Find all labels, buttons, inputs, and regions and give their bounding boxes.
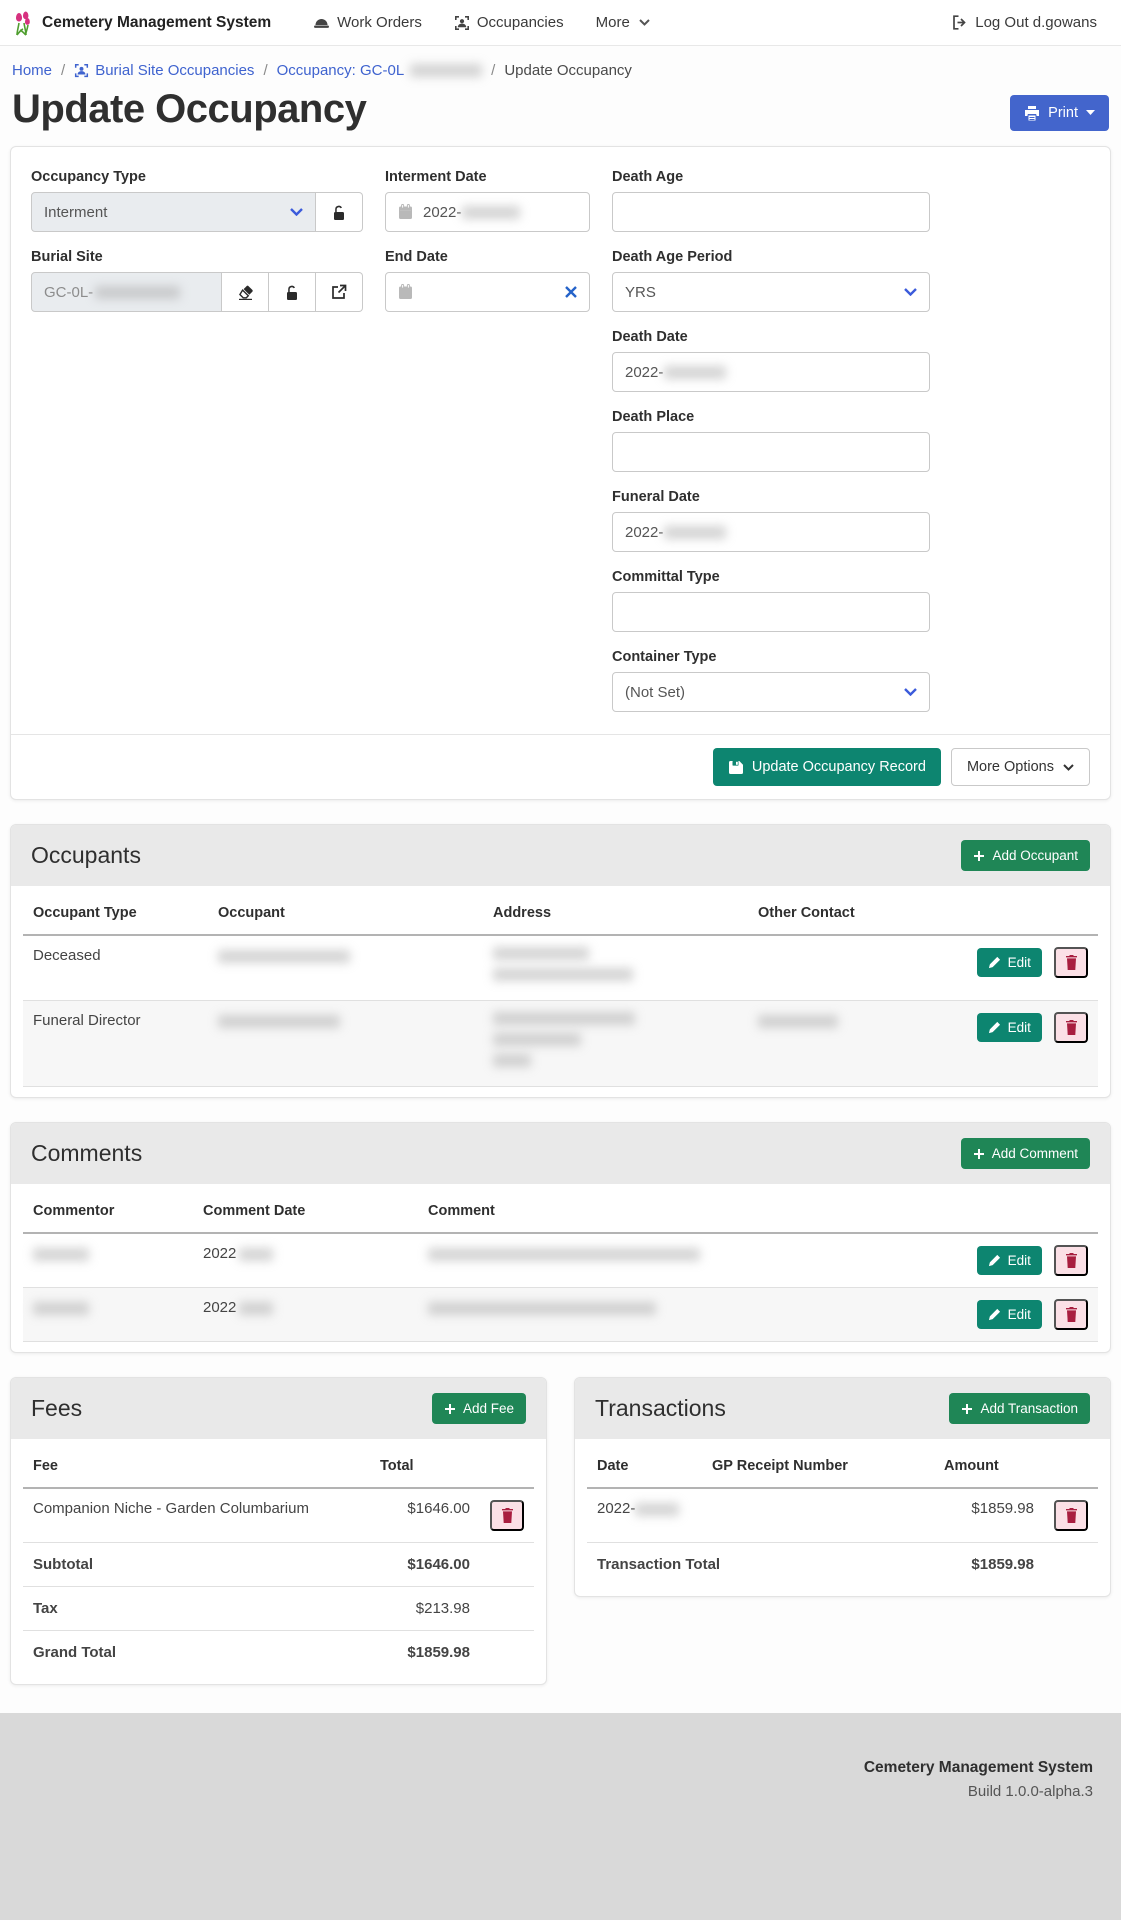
redacted-text <box>95 286 180 299</box>
burial-site-input <box>31 272 222 312</box>
container-type-label: Container Type <box>612 649 930 665</box>
comment-cell <box>418 1288 967 1342</box>
add-occupant-button[interactable] <box>961 840 1090 871</box>
edit-label: Edit <box>1008 1307 1031 1322</box>
container-type-value: (Not Set) <box>625 684 685 701</box>
transaction-receipt-cell <box>702 1488 934 1543</box>
tax-value: $213.98 <box>370 1587 480 1631</box>
redacted-text <box>664 526 726 539</box>
interment-date-input[interactable] <box>385 192 590 232</box>
col-occupant: Occupant <box>208 892 483 935</box>
eraser-icon <box>237 285 254 300</box>
occupant-name-cell <box>208 935 483 1001</box>
plus-icon <box>961 1403 973 1415</box>
person-badge-icon <box>454 15 470 31</box>
transaction-date-cell: 2022- <box>587 1488 702 1543</box>
edit-occupant-button[interactable] <box>977 948 1042 977</box>
occupant-row <box>23 1001 1098 1087</box>
col-commentor: Commentor <box>23 1190 193 1233</box>
chevron-down-icon <box>639 19 650 26</box>
comment-row <box>23 1288 1098 1342</box>
col-total: Total <box>370 1445 480 1488</box>
burial-site-unlock-button[interactable] <box>269 272 316 312</box>
transaction-total-label: Transaction Total <box>587 1543 934 1587</box>
transactions-title: Transactions <box>595 1395 726 1422</box>
occupant-address-cell <box>483 935 748 1001</box>
print-button[interactable] <box>1010 95 1109 131</box>
trash-icon <box>1065 1253 1078 1268</box>
person-badge-icon <box>74 63 89 78</box>
fee-name-cell: Companion Niche - Garden Columbarium <box>23 1488 370 1543</box>
transaction-amount-cell: $1859.98 <box>934 1488 1044 1543</box>
delete-occupant-button[interactable] <box>1054 1012 1088 1043</box>
committal-type-input[interactable] <box>612 592 930 632</box>
fee-row <box>23 1488 534 1543</box>
breadcrumb-burial-site-occupancies[interactable]: Burial Site Occupancies <box>74 62 254 79</box>
chevron-down-icon <box>1063 764 1074 771</box>
update-occupancy-record-label: Update Occupancy Record <box>752 759 926 775</box>
burial-site-open-link-button[interactable] <box>316 272 363 312</box>
fees-grand-total-row <box>23 1631 534 1675</box>
death-age-label: Death Age <box>612 169 930 185</box>
end-date-label: End Date <box>385 249 590 265</box>
col-date: Date <box>587 1445 702 1488</box>
add-transaction-button[interactable] <box>949 1393 1090 1424</box>
calendar-icon <box>398 204 413 220</box>
add-occupant-label: Add Occupant <box>992 848 1078 863</box>
update-occupancy-record-button[interactable] <box>713 748 941 786</box>
occupant-row <box>23 935 1098 1001</box>
death-age-period-label: Death Age Period <box>612 249 930 265</box>
death-place-label: Death Place <box>612 409 930 425</box>
redacted-text <box>410 64 482 77</box>
col-amount: Amount <box>934 1445 1044 1488</box>
trash-icon <box>1065 955 1078 970</box>
burial-site-clear-button[interactable] <box>222 272 269 312</box>
breadcrumb-separator: / <box>61 62 65 79</box>
burial-site-value: GC-0L- <box>44 284 93 301</box>
death-place-input[interactable] <box>612 432 930 472</box>
nav-label: Work Orders <box>337 14 422 31</box>
chevron-down-icon <box>904 288 917 296</box>
edit-label: Edit <box>1008 1253 1031 1268</box>
occupancy-type-label: Occupancy Type <box>31 169 363 185</box>
death-date-input[interactable] <box>612 352 930 392</box>
fees-table <box>23 1445 534 1674</box>
pencil-icon <box>988 956 1001 969</box>
plus-icon <box>973 850 985 862</box>
occupancy-type-select[interactable] <box>31 192 316 232</box>
commentor-cell <box>23 1233 193 1288</box>
fees-title: Fees <box>31 1395 82 1422</box>
unlock-icon <box>331 204 347 221</box>
occupant-type-cell: Deceased <box>23 935 208 1001</box>
more-options-button[interactable] <box>951 748 1090 786</box>
app-brand[interactable] <box>12 10 271 36</box>
footer-build-version: Build 1.0.0-alpha.3 <box>28 1783 1093 1800</box>
occupant-type-cell: Funeral Director <box>23 1001 208 1087</box>
death-age-input[interactable] <box>612 192 930 232</box>
tulips-logo-icon <box>12 10 34 36</box>
nav-label: Occupancies <box>477 14 564 31</box>
comment-date-cell: 2022 <box>193 1233 418 1288</box>
footer-app-name: Cemetery Management System <box>28 1759 1093 1777</box>
subtotal-label: Subtotal <box>23 1543 370 1587</box>
form-col-3 <box>612 169 930 716</box>
redacted-text <box>664 366 726 379</box>
pencil-icon <box>988 1021 1001 1034</box>
add-comment-label: Add Comment <box>992 1146 1078 1161</box>
page-footer <box>0 1713 1121 1920</box>
occupant-contact-cell <box>748 1001 967 1087</box>
page-title: Update Occupancy <box>12 87 366 132</box>
add-fee-label: Add Fee <box>463 1401 514 1416</box>
edit-comment-button[interactable] <box>977 1300 1042 1329</box>
comments-card <box>10 1122 1111 1353</box>
save-icon <box>728 760 743 775</box>
redacted-text <box>462 206 520 219</box>
occupancy-type-value: Interment <box>44 204 107 221</box>
occupants-card <box>10 824 1111 1098</box>
nav-item-occupancies[interactable] <box>442 6 576 39</box>
plus-icon <box>973 1148 985 1160</box>
nav-item-more[interactable] <box>584 6 662 39</box>
transaction-row <box>587 1488 1098 1543</box>
occupancy-type-unlock-button[interactable] <box>316 192 363 232</box>
breadcrumb-current: Update Occupancy <box>504 62 632 79</box>
comments-title: Comments <box>31 1140 142 1167</box>
interment-date-label: Interment Date <box>385 169 590 185</box>
occupant-contact-cell <box>748 935 967 1001</box>
logout-icon <box>952 15 968 30</box>
col-comment-date: Comment Date <box>193 1190 418 1233</box>
grand-total-label: Grand Total <box>23 1631 370 1675</box>
col-fee: Fee <box>23 1445 370 1488</box>
comment-row <box>23 1233 1098 1288</box>
plus-icon <box>444 1403 456 1415</box>
unlock-icon <box>284 284 300 301</box>
edit-comment-button[interactable] <box>977 1246 1042 1275</box>
funeral-date-label: Funeral Date <box>612 489 930 505</box>
col-comment: Comment <box>418 1190 967 1233</box>
brand-label: Cemetery Management System <box>42 14 271 32</box>
occupants-title: Occupants <box>31 842 141 869</box>
death-date-label: Death Date <box>612 329 930 345</box>
funeral-date-input[interactable] <box>612 512 930 552</box>
grand-total-value: $1859.98 <box>370 1631 480 1675</box>
transaction-total-value: $1859.98 <box>934 1543 1044 1587</box>
col-occupant-type: Occupant Type <box>23 892 208 935</box>
logout-label: Log Out d.gowans <box>975 14 1097 31</box>
form-col-1 <box>31 169 363 329</box>
delete-comment-button[interactable] <box>1054 1299 1088 1330</box>
subtotal-value: $1646.00 <box>370 1543 480 1587</box>
form-col-2 <box>385 169 590 329</box>
edit-label: Edit <box>1008 1020 1031 1035</box>
navbar <box>0 0 1121 46</box>
transactions-card <box>574 1377 1111 1597</box>
occupant-name-cell <box>208 1001 483 1087</box>
edit-label: Edit <box>1008 955 1031 970</box>
funeral-date-value: 2022- <box>625 524 663 541</box>
logout-button[interactable] <box>940 6 1109 39</box>
add-comment-button[interactable] <box>961 1138 1090 1169</box>
death-age-period-select[interactable] <box>612 272 930 312</box>
add-transaction-label: Add Transaction <box>980 1401 1078 1416</box>
chevron-down-icon <box>904 688 917 696</box>
breadcrumb-home[interactable]: Home <box>12 62 52 79</box>
chevron-down-icon <box>290 208 303 216</box>
occupants-table <box>23 892 1098 1087</box>
col-address: Address <box>483 892 748 935</box>
burial-site-label: Burial Site <box>31 249 363 265</box>
transaction-total-row <box>587 1543 1098 1587</box>
calendar-icon <box>398 284 413 300</box>
trash-icon <box>501 1508 514 1523</box>
transactions-table <box>587 1445 1098 1586</box>
fees-tax-row <box>23 1587 534 1631</box>
trash-icon <box>1065 1508 1078 1523</box>
end-date-input[interactable] <box>385 272 590 312</box>
breadcrumb-separator: / <box>491 62 495 79</box>
comment-cell <box>418 1233 967 1288</box>
trash-icon <box>1065 1307 1078 1322</box>
external-link-icon <box>331 284 347 300</box>
fees-subtotal-row <box>23 1543 534 1587</box>
breadcrumb-occupancy[interactable]: Occupancy: GC-0L <box>277 62 483 79</box>
add-fee-button[interactable] <box>432 1393 526 1424</box>
hard-hat-icon <box>313 15 330 30</box>
pencil-icon <box>988 1254 1001 1267</box>
nav-item-work-orders[interactable] <box>301 6 434 39</box>
occupancy-form-card <box>10 146 1111 800</box>
delete-transaction-button[interactable] <box>1054 1500 1088 1531</box>
nav-label: More <box>596 14 630 31</box>
pencil-icon <box>988 1308 1001 1321</box>
more-options-label: More Options <box>967 759 1054 775</box>
comments-table <box>23 1190 1098 1342</box>
print-label: Print <box>1048 105 1078 121</box>
caret-down-icon <box>1086 110 1095 116</box>
clear-x-icon[interactable] <box>565 286 577 298</box>
tax-label: Tax <box>23 1587 370 1631</box>
interment-date-value: 2022- <box>423 204 461 221</box>
commentor-cell <box>23 1288 193 1342</box>
breadcrumb-separator: / <box>263 62 267 79</box>
comment-date-cell: 2022 <box>193 1288 418 1342</box>
edit-occupant-button[interactable] <box>977 1013 1042 1042</box>
delete-occupant-button[interactable] <box>1054 947 1088 978</box>
trash-icon <box>1065 1020 1078 1035</box>
printer-icon <box>1024 106 1040 121</box>
committal-type-label: Committal Type <box>612 569 930 585</box>
occupant-address-cell <box>483 1001 748 1087</box>
col-gp-receipt-number: GP Receipt Number <box>702 1445 934 1488</box>
delete-fee-button[interactable] <box>490 1500 524 1531</box>
breadcrumb <box>0 46 1121 85</box>
fee-total-cell: $1646.00 <box>370 1488 480 1543</box>
death-date-value: 2022- <box>625 364 663 381</box>
fees-card <box>10 1377 547 1685</box>
delete-comment-button[interactable] <box>1054 1245 1088 1276</box>
col-other-contact: Other Contact <box>748 892 967 935</box>
death-age-period-value: YRS <box>625 284 656 301</box>
container-type-select[interactable] <box>612 672 930 712</box>
